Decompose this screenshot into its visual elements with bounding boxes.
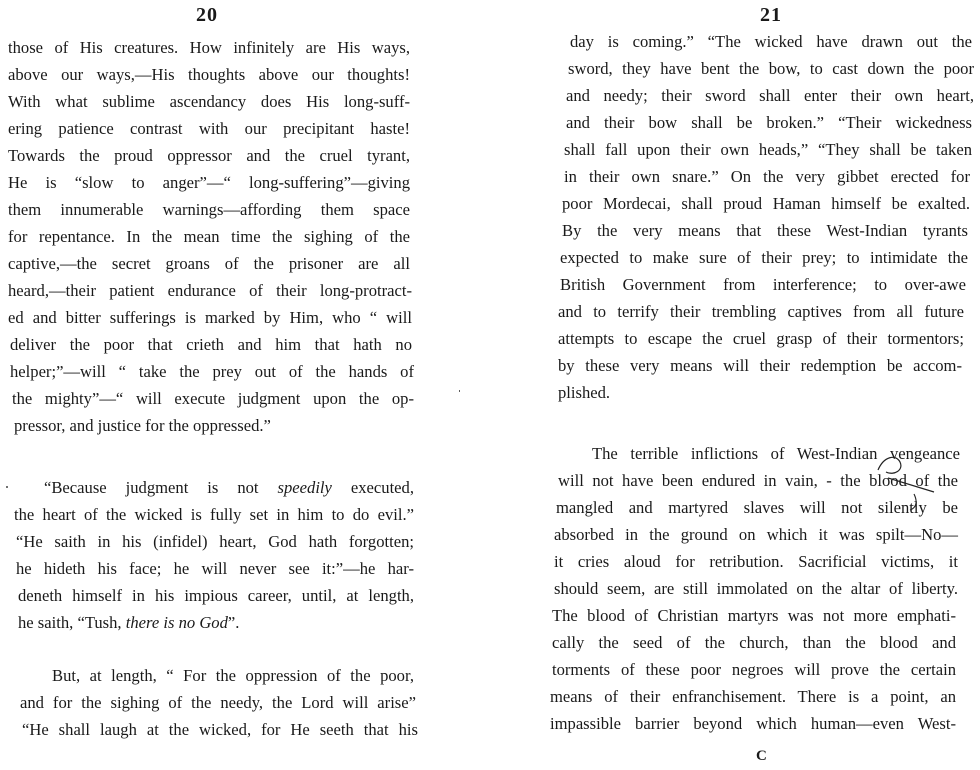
text-line: He is “slow to anger”—“ long-suffering”—giving <box>8 173 410 192</box>
text-segment: “Because judgment is not <box>44 478 259 497</box>
text-line: absorbed in the ground on which it was spilt—No— <box>554 525 958 544</box>
text-line: deliver the poor that crieth and him that hath no <box>10 335 412 354</box>
text-line: by these very means will their redemption be accom- <box>558 356 962 375</box>
text-line <box>18 613 239 633</box>
left-page <box>0 0 470 770</box>
text-line: them innumerable warnings—affording them space <box>8 200 410 219</box>
text-line: poor Mordecai, shall proud Haman himself be exalted. <box>562 194 970 213</box>
ink-speck <box>459 390 460 392</box>
text-line: pressor, and justice for the oppressed.” <box>14 416 271 435</box>
text-line: shall fall upon their own heads,” “They shall be taken <box>564 140 972 159</box>
text-line: expected to make sure of their prey; to intimidate the <box>560 248 968 267</box>
text-line: and their bow shall be broken.” “Their wickedness <box>566 113 972 132</box>
text-line: The terrible inflictions of West-Indian vengeance <box>592 444 960 463</box>
text-line: But, at length, “ For the oppression of the poor, <box>52 666 414 685</box>
text-line: day is coming.” “The wicked have drawn out the <box>570 32 972 51</box>
italic-emphasis: there is no God <box>125 613 228 632</box>
text-line: Towards the proud oppressor and the cruel tyrant, <box>8 146 410 165</box>
italic-emphasis: speedily <box>277 478 332 497</box>
text-line: in their own snare.” On the very gibbet erected for <box>564 167 970 186</box>
ink-speck <box>6 486 8 488</box>
text-line: those of His creatures. How infinitely are His ways, <box>8 38 410 57</box>
signature-mark: C <box>756 748 768 764</box>
text-line: and for the sighing of the needy, the Lord will arise” <box>20 693 416 712</box>
text-line: above our ways,—His thoughts above our thoughts! <box>8 65 410 84</box>
text-line: British Government from interference; to over-awe <box>560 275 966 294</box>
text-line: cally the seed of the church, than the blood and <box>552 633 956 652</box>
text-line: ering patience contrast with our precipitant haste! <box>8 119 410 138</box>
text-line: the mighty”—“ will execute judgment upon the op- <box>12 389 414 408</box>
text-line: torments of these poor negroes will prove the certain <box>552 660 956 679</box>
text-segment: he saith, “Tush, <box>18 613 122 632</box>
text-line: impassible barrier beyond which human—even West- <box>550 714 956 733</box>
text-line: he hideth his face; he will never see it:”—he har- <box>16 559 414 578</box>
text-line: means of their enfranchisement. There is a point, an <box>550 687 956 706</box>
page-number-right: 21 <box>760 4 782 26</box>
text-line: sword, they have bent the bow, to cast down the poor <box>568 59 974 78</box>
text-line: mangled and martyred slaves will not silently be <box>556 498 958 517</box>
text-segment: ”. <box>227 613 240 632</box>
text-line: heard,—their patient endurance of their long-protract- <box>8 281 412 300</box>
text-line: will not have been endured in vain, - the blood of the <box>558 471 958 490</box>
text-line: ed and bitter sufferings is marked by Him, who “ will <box>8 308 412 327</box>
text-segment: executed, <box>331 478 414 497</box>
text-line: “He shall laugh at the wicked, for He seeth that his <box>22 720 418 739</box>
page-number-left: 20 <box>196 4 218 26</box>
text-line <box>44 478 414 498</box>
text-line: and to terrify their trembling captives from all future <box>558 302 964 321</box>
text-line: for repentance. In the mean time the sighing of the <box>8 227 410 246</box>
text-line: and needy; their sword shall enter their own heart, <box>566 86 974 105</box>
text-line: captive,—the secret groans of the prisoner are all <box>8 254 410 273</box>
text-line: The blood of Christian martyrs was not more emphati- <box>552 606 956 625</box>
text-line: attempts to escape the cruel grasp of their tormentors; <box>558 329 964 348</box>
text-line: should seem, are still immolated on the altar of liberty. <box>554 579 958 598</box>
text-line: deneth himself in his impious career, until, at length, <box>18 586 414 605</box>
text-line: plished. <box>558 383 611 402</box>
text-line: With what sublime ascendancy does His long-suff- <box>8 92 410 111</box>
text-line: “He saith in his (infidel) heart, God hath forgotten; <box>16 532 414 551</box>
text-line: By the very means that these West-Indian tyrants <box>562 221 968 240</box>
text-line: the heart of the wicked is fully set in him to do evil.” <box>14 505 414 524</box>
text-line: helper;”—will “ take the prey out of the hands of <box>10 362 414 381</box>
text-line: it cries aloud for retribution. Sacrificial victims, it <box>554 552 958 571</box>
right-page <box>490 0 980 770</box>
